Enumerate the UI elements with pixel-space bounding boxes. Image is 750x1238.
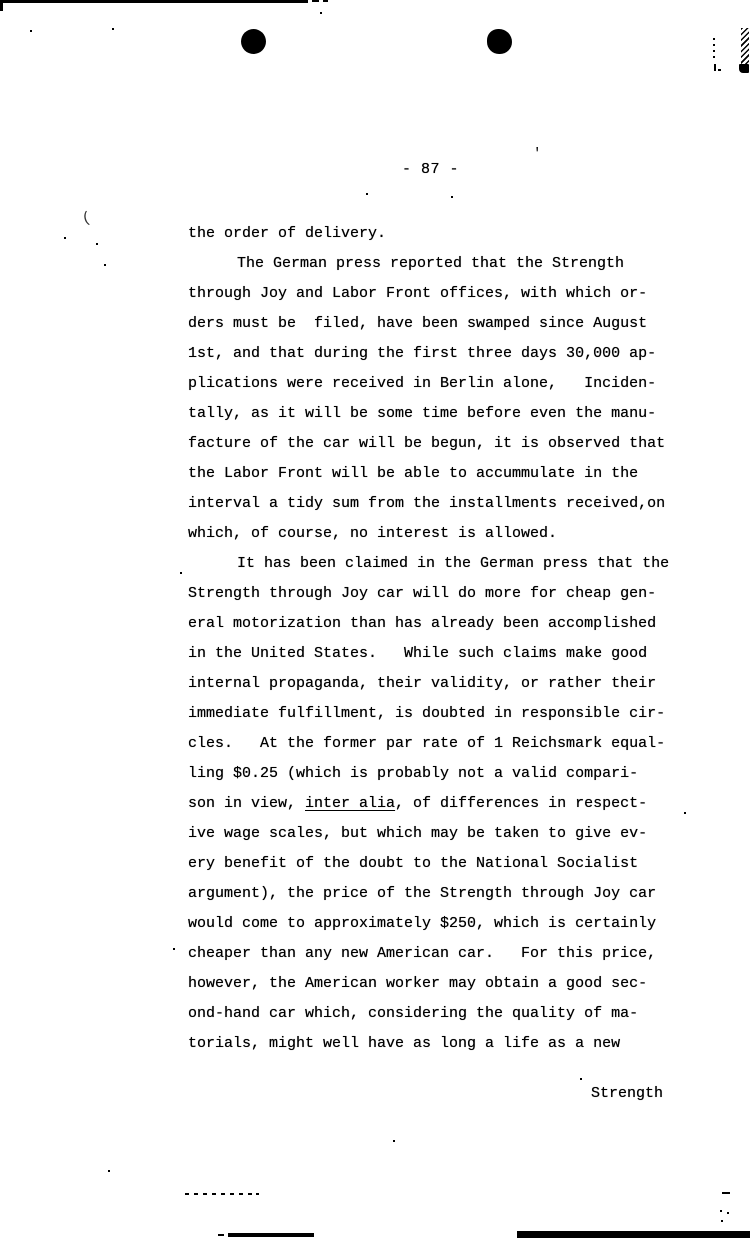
scan-speck bbox=[173, 948, 175, 950]
typed-line bbox=[188, 939, 669, 969]
typed-line bbox=[188, 819, 669, 849]
catchword: Strength bbox=[591, 1085, 664, 1102]
line-text: cheaper than any new American car. For this price, bbox=[188, 945, 657, 962]
line-text: ond-hand car which, considering the quality of ma- bbox=[188, 1005, 639, 1022]
line-text: internal propaganda, their validity, or rather their bbox=[188, 675, 657, 692]
typed-line bbox=[188, 489, 669, 519]
punch-hole-mark bbox=[241, 29, 266, 54]
typed-line bbox=[188, 519, 669, 549]
line-text: which, of course, no interest is allowed. bbox=[188, 525, 558, 542]
scan-noise-mark bbox=[718, 69, 721, 71]
typed-line bbox=[188, 669, 669, 699]
typed-line bbox=[188, 459, 669, 489]
typed-line bbox=[188, 579, 669, 609]
line-text: The German press reported that the Strength bbox=[237, 255, 625, 272]
scan-edge-artifact bbox=[2, 0, 308, 3]
line-text: facture of the car will be begun, it is observed that bbox=[188, 435, 666, 452]
line-text: the order of delivery. bbox=[188, 225, 387, 242]
scan-noise-mark bbox=[713, 38, 715, 62]
scan-curl-mark: ( bbox=[80, 209, 93, 228]
line-text: ive wage scales, but which may be taken to give ev- bbox=[188, 825, 648, 842]
scan-noise-mark bbox=[721, 1220, 723, 1222]
punch-hole-mark bbox=[487, 29, 512, 54]
line-text: tally, as it will be some time before even the manu- bbox=[188, 405, 657, 422]
scan-edge-artifact bbox=[323, 0, 328, 2]
scan-speck bbox=[30, 30, 32, 32]
scan-speck bbox=[451, 196, 453, 198]
typed-line bbox=[188, 759, 669, 789]
typed-line bbox=[188, 969, 669, 999]
scan-noise-mark bbox=[720, 1210, 722, 1212]
scan-noise-mark bbox=[741, 28, 749, 64]
typed-line bbox=[188, 429, 669, 459]
line-text: the Labor Front will be able to accummulate in the bbox=[188, 465, 639, 482]
scan-speck bbox=[96, 243, 98, 245]
scan-speck bbox=[393, 1140, 395, 1142]
scan-edge-artifact bbox=[218, 1234, 224, 1236]
typed-line bbox=[188, 639, 669, 669]
scan-tick-mark: ' bbox=[533, 146, 542, 162]
scan-speck bbox=[108, 1170, 110, 1172]
scan-noise-mark bbox=[256, 1193, 259, 1195]
scan-speck bbox=[684, 812, 686, 814]
line-text: plications were received in Berlin alone, Inciden- bbox=[188, 375, 657, 392]
underlined-phrase: inter alia bbox=[305, 795, 396, 812]
typed-line bbox=[188, 999, 669, 1029]
scan-edge-artifact bbox=[0, 0, 3, 11]
line-text: ders must be filed, have been swamped since August bbox=[188, 315, 648, 332]
scan-edge-artifact bbox=[517, 1231, 750, 1238]
scan-edge-artifact bbox=[312, 0, 319, 2]
line-text: immediate fulfillment, is doubted in responsible cir- bbox=[188, 705, 666, 722]
scan-speck bbox=[580, 1078, 582, 1080]
scan-speck bbox=[104, 264, 106, 266]
line-text: 1st, and that during the first three days 30,000 ap- bbox=[188, 345, 657, 362]
scan-noise-mark bbox=[722, 1192, 730, 1194]
scan-speck bbox=[366, 193, 368, 195]
line-text: son in view, bbox=[188, 795, 306, 812]
scan-noise-mark bbox=[739, 64, 749, 73]
typed-line bbox=[188, 309, 669, 339]
scan-speck bbox=[112, 28, 114, 30]
line-text: eral motorization than has already been accomplished bbox=[188, 615, 657, 632]
typed-line bbox=[188, 849, 669, 879]
scan-speck bbox=[64, 237, 66, 239]
scan-speck bbox=[320, 12, 322, 14]
scan-noise-mark bbox=[727, 1212, 729, 1214]
scan-edge-artifact bbox=[228, 1233, 314, 1237]
typed-line bbox=[188, 339, 669, 369]
line-text: argument), the price of the Strength through Joy car bbox=[188, 885, 657, 902]
typed-line bbox=[188, 609, 669, 639]
line-text: ery benefit of the doubt to the National Socialist bbox=[188, 855, 639, 872]
typed-line bbox=[188, 699, 669, 729]
page-number: - 87 - bbox=[402, 161, 460, 178]
typed-line bbox=[188, 729, 669, 759]
typed-line bbox=[188, 369, 669, 399]
scan-speck bbox=[180, 572, 182, 574]
typed-line bbox=[188, 279, 669, 309]
typed-line bbox=[188, 879, 669, 909]
line-text: It has been claimed in the German press that the bbox=[237, 555, 670, 572]
typed-line bbox=[188, 549, 669, 579]
line-text: Strength through Joy car will do more for cheap gen- bbox=[188, 585, 657, 602]
scan-noise-mark bbox=[714, 64, 716, 71]
typed-text-body bbox=[188, 219, 669, 1059]
line-text: however, the American worker may obtain a good sec- bbox=[188, 975, 648, 992]
line-text: would come to approximately $250, which is certainly bbox=[188, 915, 657, 932]
scan-dashed-line bbox=[185, 1193, 235, 1195]
typed-line bbox=[188, 1029, 669, 1059]
typed-line bbox=[188, 399, 669, 429]
line-text: ling $0.25 (which is probably not a valid compari- bbox=[188, 765, 639, 782]
line-text: in the United States. While such claims make good bbox=[188, 645, 648, 662]
typed-line bbox=[188, 909, 669, 939]
typed-line bbox=[188, 789, 669, 819]
line-text: interval a tidy sum from the installments received,on bbox=[188, 495, 666, 512]
line-text: through Joy and Labor Front offices, with which or- bbox=[188, 285, 648, 302]
line-text: cles. At the former par rate of 1 Reichsmark equal- bbox=[188, 735, 666, 752]
line-text: torials, might well have as long a life as a new bbox=[188, 1035, 621, 1052]
typed-line bbox=[188, 249, 669, 279]
line-text: , of differences in respect- bbox=[395, 795, 648, 812]
typed-line bbox=[188, 219, 669, 249]
